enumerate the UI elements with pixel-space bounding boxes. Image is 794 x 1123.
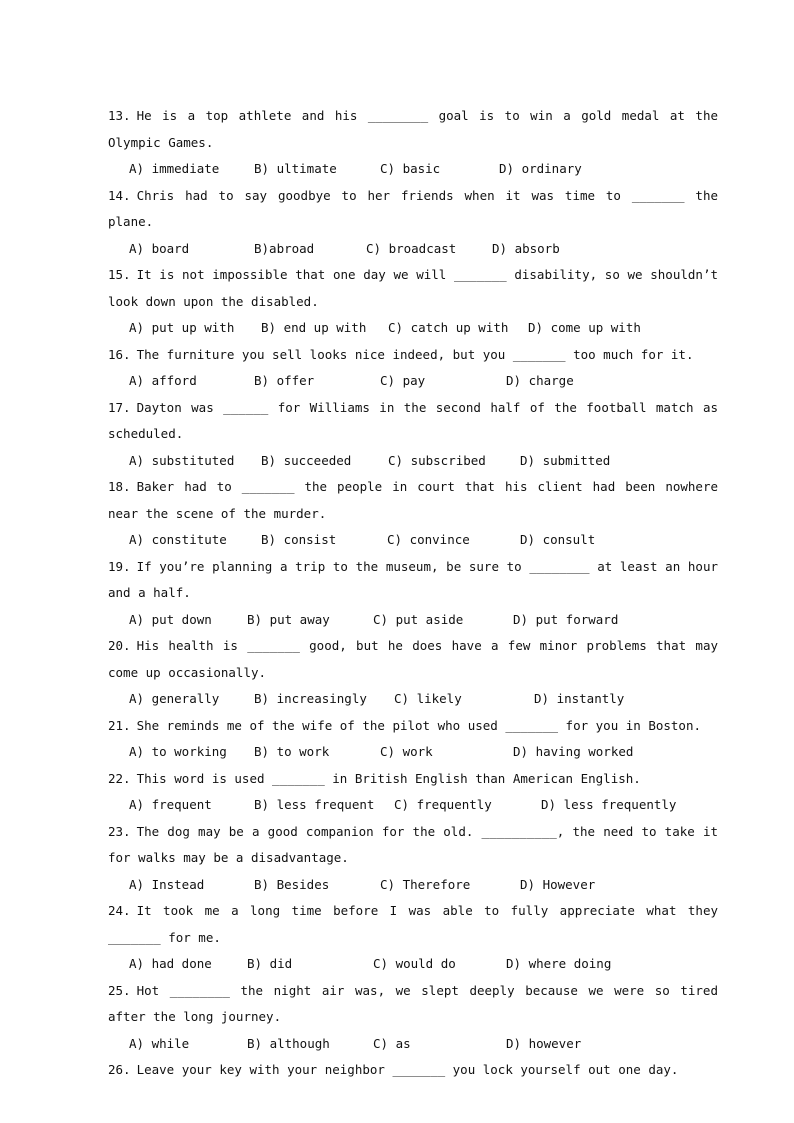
answer-option[interactable]: C) frequently <box>394 797 492 812</box>
question-number: 23. <box>108 823 131 839</box>
answer-option[interactable]: C) put aside <box>373 611 464 627</box>
question-item <box>108 713 718 766</box>
question-text: He is a top athlete and his ________ goal is to win a gold medal at the Olympic Games. <box>108 108 718 150</box>
question-item <box>108 395 718 475</box>
question-item <box>108 183 718 263</box>
question-number: 20. <box>108 638 131 653</box>
question-text: Leave your key with your neighbor _______ you lock yourself out one day. <box>136 1062 679 1077</box>
answer-option[interactable]: A) constitute <box>129 532 227 547</box>
question-stem <box>108 978 718 1031</box>
question-text: If you’re planning a trip to the museum, be sure to ________ at least an hour and a half. <box>108 558 718 600</box>
question-item <box>108 474 718 554</box>
answer-options <box>108 792 718 819</box>
question-item <box>108 342 718 395</box>
answer-option[interactable]: D) consult <box>520 532 596 547</box>
answer-option[interactable]: B) consist <box>261 532 337 547</box>
answer-option[interactable]: D) submitted <box>520 452 611 468</box>
answer-option[interactable]: C) Therefore <box>380 876 471 892</box>
question-number: 16. <box>108 346 131 362</box>
answer-option[interactable]: A) afford <box>129 373 197 388</box>
answer-option[interactable]: B)abroad <box>254 240 315 256</box>
answer-option[interactable]: A) board <box>129 240 190 256</box>
answer-option[interactable]: C) likely <box>394 691 462 706</box>
answer-options <box>108 368 718 395</box>
answer-option[interactable]: D) ordinary <box>499 161 582 176</box>
question-stem <box>108 554 718 607</box>
answer-option[interactable]: D) absorb <box>492 240 560 256</box>
question-item <box>108 978 718 1058</box>
question-stem <box>108 898 718 951</box>
answer-option[interactable]: B) did <box>247 956 293 971</box>
question-stem <box>108 183 718 236</box>
answer-options <box>108 951 718 978</box>
question-text: Dayton was ______ for Williams in the second half of the football match as scheduled. <box>108 399 718 441</box>
answer-option[interactable]: A) generally <box>129 691 220 706</box>
answer-option[interactable]: B) increasingly <box>254 691 367 706</box>
answer-option[interactable]: A) to working <box>129 744 227 759</box>
answer-option[interactable]: D) come up with <box>528 320 641 335</box>
answer-options <box>108 607 718 634</box>
question-item <box>108 1057 718 1084</box>
answer-options <box>108 448 718 475</box>
answer-option[interactable]: B) end up with <box>261 320 367 335</box>
question-item <box>108 262 718 342</box>
answer-option[interactable]: C) basic <box>380 161 441 176</box>
answer-option[interactable]: C) would do <box>373 956 456 971</box>
question-stem <box>108 103 718 156</box>
answer-option[interactable]: A) while <box>129 1035 190 1051</box>
answer-options <box>108 1031 718 1058</box>
answer-option[interactable]: A) put down <box>129 611 212 627</box>
answer-option[interactable]: B) Besides <box>254 876 330 892</box>
answer-options <box>108 315 718 342</box>
answer-option[interactable]: D) charge <box>506 373 574 388</box>
question-stem <box>108 395 718 448</box>
answer-option[interactable]: D) instantly <box>534 691 625 706</box>
question-stem <box>108 262 718 315</box>
answer-option[interactable]: D) put forward <box>513 611 619 627</box>
question-item <box>108 898 718 978</box>
question-number: 13. <box>108 108 131 123</box>
question-stem <box>108 766 718 793</box>
question-number: 14. <box>108 187 131 203</box>
answer-option[interactable]: A) substituted <box>129 452 235 468</box>
question-item <box>108 633 718 713</box>
answer-option[interactable]: B) less frequent <box>254 797 375 812</box>
answer-option[interactable]: D) less frequently <box>541 797 677 812</box>
answer-option[interactable]: D) where doing <box>506 956 612 971</box>
question-number: 24. <box>108 903 131 918</box>
question-text: The furniture you sell looks nice indeed, but you _______ too much for it. <box>136 346 694 362</box>
answer-option[interactable]: D) However <box>520 876 596 892</box>
question-item <box>108 819 718 899</box>
answer-option[interactable]: D) having worked <box>513 744 634 759</box>
question-text: It took me a long time before I was able to fully appreciate what they _______ for me. <box>108 903 718 945</box>
answer-option[interactable]: B) although <box>247 1035 330 1051</box>
answer-option[interactable]: D) however <box>506 1035 582 1051</box>
question-number: 15. <box>108 267 131 282</box>
answer-option[interactable]: B) succeeded <box>261 452 352 468</box>
question-text: She reminds me of the wife of the pilot who used _______ for you in Boston. <box>136 717 702 733</box>
question-number: 18. <box>108 479 131 494</box>
answer-option[interactable]: C) broadcast <box>366 240 457 256</box>
answer-option[interactable]: A) put up with <box>129 320 235 335</box>
answer-options <box>108 739 718 766</box>
answer-option[interactable]: B) put away <box>247 611 330 627</box>
answer-option[interactable]: C) as <box>373 1035 411 1051</box>
answer-option[interactable]: A) Instead <box>129 876 205 892</box>
question-stem <box>108 633 718 686</box>
answer-option[interactable]: B) offer <box>254 373 315 388</box>
answer-options <box>108 686 718 713</box>
answer-options <box>108 527 718 554</box>
question-item <box>108 766 718 819</box>
question-text: It is not impossible that one day we will _______ disability, so we shouldn’t look down upon the disabled. <box>108 267 718 309</box>
question-number: 17. <box>108 399 131 415</box>
question-stem <box>108 474 718 527</box>
answer-option[interactable]: A) frequent <box>129 797 212 812</box>
question-stem <box>108 819 718 872</box>
question-list <box>108 103 718 1084</box>
question-text: This word is used _______ in British English than American English. <box>136 770 641 786</box>
answer-option[interactable]: C) convince <box>387 532 470 547</box>
question-number: 21. <box>108 717 131 733</box>
answer-option[interactable]: A) immediate <box>129 161 220 176</box>
question-number: 19. <box>108 558 131 574</box>
answer-option[interactable]: B) ultimate <box>254 161 337 176</box>
answer-option[interactable]: C) subscribed <box>388 452 486 468</box>
question-stem <box>108 342 718 369</box>
question-stem <box>108 1057 718 1084</box>
answer-option[interactable]: C) pay <box>380 373 426 388</box>
question-stem <box>108 713 718 740</box>
answer-option[interactable]: C) work <box>380 744 433 759</box>
answer-option[interactable]: B) to work <box>254 744 330 759</box>
question-item <box>108 103 718 183</box>
question-text: Hot ________ the night air was, we slept deeply because we were so tired after the long journey. <box>108 982 718 1024</box>
question-text: Baker had to _______ the people in court that his client had been nowhere near the scene of the murder. <box>108 479 718 521</box>
question-number: 25. <box>108 982 131 998</box>
question-text: His health is _______ good, but he does have a few minor problems that may come up occasionally. <box>108 638 718 680</box>
answer-options <box>108 156 718 183</box>
question-text: Chris had to say goodbye to her friends when it was time to _______ the plane. <box>108 187 718 229</box>
question-number: 22. <box>108 770 131 786</box>
answer-option[interactable]: C) catch up with <box>388 320 509 335</box>
answer-options <box>108 236 718 263</box>
question-item <box>108 554 718 634</box>
question-number: 26. <box>108 1062 131 1077</box>
answer-options <box>108 872 718 899</box>
answer-option[interactable]: A) had done <box>129 956 212 971</box>
question-text: The dog may be a good companion for the old. __________, the need to take it for walks may be a disadvantage. <box>108 823 718 865</box>
